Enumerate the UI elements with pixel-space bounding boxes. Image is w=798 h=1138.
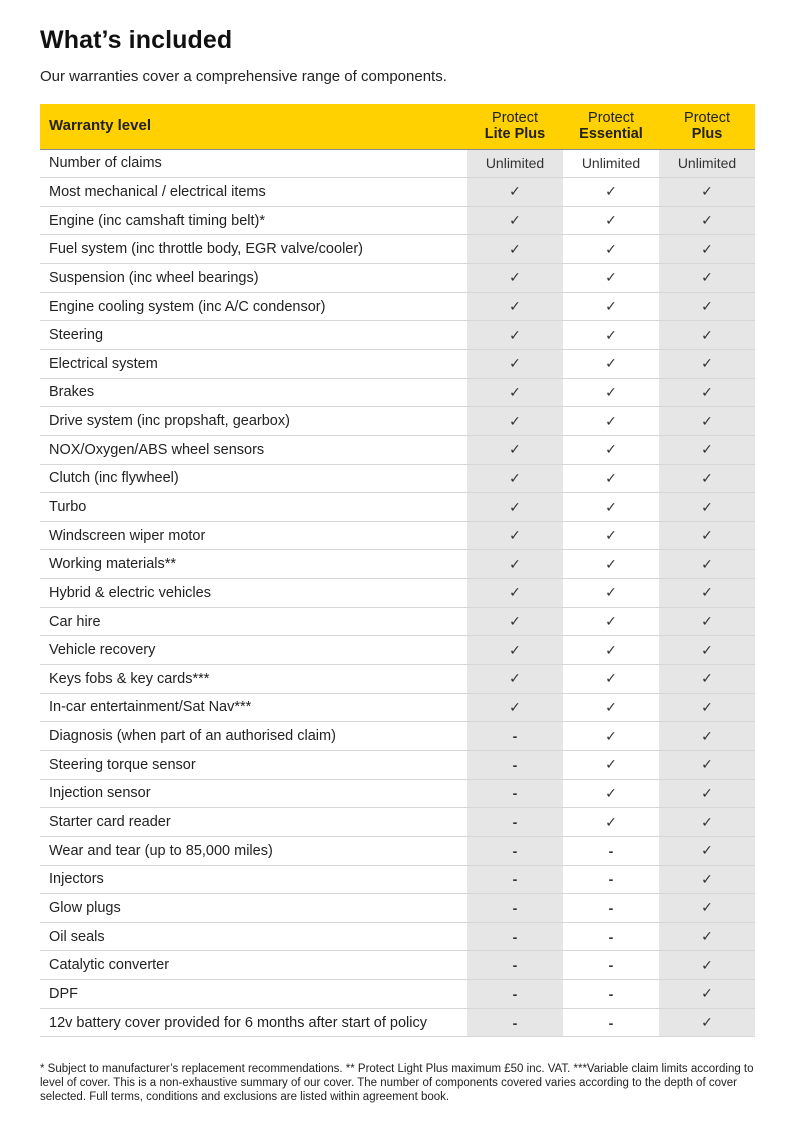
component-label: Injection sensor: [40, 779, 467, 808]
check-icon-plus: ✓: [659, 607, 755, 636]
plan-header-line1: Protect: [684, 110, 730, 127]
check-icon-essential: ✓: [563, 722, 659, 751]
check-icon-plus: ✓: [659, 435, 755, 464]
warranty-level-header: Warranty level: [40, 104, 467, 149]
check-icon-essential: ✓: [563, 264, 659, 293]
check-icon-lite-plus: ✓: [467, 521, 563, 550]
check-icon-plus: ✓: [659, 264, 755, 293]
check-icon-lite-plus: ✓: [467, 579, 563, 608]
component-label: Catalytic converter: [40, 951, 467, 980]
component-label: Injectors: [40, 865, 467, 894]
check-icon-lite-plus: ✓: [467, 636, 563, 665]
component-label: Electrical system: [40, 349, 467, 378]
table-row: [40, 665, 755, 694]
table-row: [40, 264, 755, 293]
table-row: [40, 894, 755, 923]
page-subtitle: Our warranties cover a comprehensive range of components.: [40, 68, 447, 85]
component-label: Oil seals: [40, 922, 467, 951]
component-label: Wear and tear (up to 85,000 miles): [40, 836, 467, 865]
check-icon-plus: ✓: [659, 321, 755, 350]
table-row: [40, 407, 755, 436]
table-row: [40, 206, 755, 235]
not-included-dash-lite-plus: -: [467, 779, 563, 808]
check-icon-plus: ✓: [659, 206, 755, 235]
component-label: 12v battery cover provided for 6 months after start of policy: [40, 1008, 467, 1037]
table-row: [40, 579, 755, 608]
table-row: [40, 235, 755, 264]
plan-header-essential: [563, 104, 659, 149]
table-row: [40, 722, 755, 751]
component-label: Engine cooling system (inc A/C condensor): [40, 292, 467, 321]
check-icon-essential: ✓: [563, 779, 659, 808]
check-icon-essential: ✓: [563, 636, 659, 665]
check-icon-plus: ✓: [659, 665, 755, 694]
component-label: Windscreen wiper motor: [40, 521, 467, 550]
check-icon-plus: ✓: [659, 579, 755, 608]
check-icon-plus: ✓: [659, 1008, 755, 1037]
plan-header-plus: [659, 104, 755, 149]
check-icon-lite-plus: ✓: [467, 264, 563, 293]
not-included-dash-lite-plus: -: [467, 951, 563, 980]
component-label: Brakes: [40, 378, 467, 407]
table-body: [40, 149, 755, 1037]
check-icon-essential: ✓: [563, 550, 659, 579]
footnote: * Subject to manufacturer’s replacement recommendations. ** Protect Light Plus maximum £50 inc. VAT. ***Variable claim limits according to level of cover. This is a non-exhaustive summary of our cover. The number of components covered varies according to the depth of cover selected. Full terms, conditions and exclusions are listed within agreement book.: [40, 1063, 754, 1103]
check-icon-lite-plus: ✓: [467, 378, 563, 407]
table-row: [40, 693, 755, 722]
check-icon-lite-plus: ✓: [467, 321, 563, 350]
table-row: [40, 808, 755, 837]
check-icon-essential: ✓: [563, 178, 659, 207]
table-row: [40, 779, 755, 808]
claims-value-essential: Unlimited: [563, 149, 659, 178]
check-icon-lite-plus: ✓: [467, 235, 563, 264]
plan-header-name: Lite Plus: [484, 126, 546, 143]
check-icon-lite-plus: ✓: [467, 693, 563, 722]
not-included-dash-lite-plus: -: [467, 750, 563, 779]
component-label: Starter card reader: [40, 808, 467, 837]
check-icon-essential: ✓: [563, 579, 659, 608]
plan-header-name: Essential: [579, 126, 643, 143]
check-icon-essential: ✓: [563, 206, 659, 235]
not-included-dash-essential: -: [563, 894, 659, 923]
page-title: What’s included: [40, 26, 233, 54]
component-label: In-car entertainment/Sat Nav***: [40, 693, 467, 722]
check-icon-essential: ✓: [563, 464, 659, 493]
component-label: Diagnosis (when part of an authorised claim): [40, 722, 467, 751]
table-row: [40, 149, 755, 178]
table-row: [40, 636, 755, 665]
component-label: Drive system (inc propshaft, gearbox): [40, 407, 467, 436]
table-row: [40, 550, 755, 579]
table-header: [40, 104, 755, 149]
plan-header-name: Plus: [691, 126, 723, 143]
check-icon-essential: ✓: [563, 665, 659, 694]
check-icon-essential: ✓: [563, 521, 659, 550]
check-icon-essential: ✓: [563, 292, 659, 321]
check-icon-plus: ✓: [659, 722, 755, 751]
check-icon-essential: ✓: [563, 607, 659, 636]
check-icon-essential: ✓: [563, 750, 659, 779]
check-icon-plus: ✓: [659, 808, 755, 837]
check-icon-plus: ✓: [659, 464, 755, 493]
component-label: Turbo: [40, 493, 467, 522]
check-icon-essential: ✓: [563, 321, 659, 350]
plan-header-line1: Protect: [492, 110, 538, 127]
check-icon-plus: ✓: [659, 779, 755, 808]
component-label: Steering: [40, 321, 467, 350]
not-included-dash-lite-plus: -: [467, 1008, 563, 1037]
check-icon-plus: ✓: [659, 550, 755, 579]
table-row: [40, 464, 755, 493]
table-row: [40, 951, 755, 980]
check-icon-plus: ✓: [659, 493, 755, 522]
component-label: Steering torque sensor: [40, 750, 467, 779]
check-icon-plus: ✓: [659, 178, 755, 207]
warranty-comparison-table: [40, 104, 755, 1037]
check-icon-lite-plus: ✓: [467, 550, 563, 579]
not-included-dash-essential: -: [563, 1008, 659, 1037]
check-icon-lite-plus: ✓: [467, 292, 563, 321]
check-icon-plus: ✓: [659, 951, 755, 980]
check-icon-plus: ✓: [659, 292, 755, 321]
check-icon-lite-plus: ✓: [467, 407, 563, 436]
not-included-dash-lite-plus: -: [467, 722, 563, 751]
component-label: Fuel system (inc throttle body, EGR valve/cooler): [40, 235, 467, 264]
table-row: [40, 836, 755, 865]
check-icon-plus: ✓: [659, 836, 755, 865]
table-row: [40, 521, 755, 550]
check-icon-lite-plus: ✓: [467, 178, 563, 207]
check-icon-essential: ✓: [563, 493, 659, 522]
check-icon-plus: ✓: [659, 865, 755, 894]
not-included-dash-lite-plus: -: [467, 922, 563, 951]
table-row: [40, 493, 755, 522]
check-icon-lite-plus: ✓: [467, 493, 563, 522]
not-included-dash-lite-plus: -: [467, 894, 563, 923]
check-icon-essential: ✓: [563, 378, 659, 407]
table-row: [40, 922, 755, 951]
component-label: Number of claims: [40, 149, 467, 178]
component-label: Engine (inc camshaft timing belt)*: [40, 206, 467, 235]
table-row: [40, 980, 755, 1009]
not-included-dash-essential: -: [563, 922, 659, 951]
check-icon-plus: ✓: [659, 235, 755, 264]
check-icon-lite-plus: ✓: [467, 349, 563, 378]
plan-header-line1: Protect: [588, 110, 634, 127]
table-row: [40, 1008, 755, 1037]
table-row: [40, 865, 755, 894]
claims-value-plus: Unlimited: [659, 149, 755, 178]
check-icon-lite-plus: ✓: [467, 206, 563, 235]
check-icon-essential: ✓: [563, 435, 659, 464]
table-row: [40, 292, 755, 321]
check-icon-lite-plus: ✓: [467, 607, 563, 636]
check-icon-plus: ✓: [659, 894, 755, 923]
check-icon-plus: ✓: [659, 693, 755, 722]
component-label: Working materials**: [40, 550, 467, 579]
check-icon-essential: ✓: [563, 349, 659, 378]
component-label: Hybrid & electric vehicles: [40, 579, 467, 608]
not-included-dash-lite-plus: -: [467, 808, 563, 837]
check-icon-plus: ✓: [659, 980, 755, 1009]
check-icon-lite-plus: ✓: [467, 665, 563, 694]
table-row: [40, 435, 755, 464]
not-included-dash-lite-plus: -: [467, 865, 563, 894]
plan-header-lite-plus: [467, 104, 563, 149]
check-icon-essential: ✓: [563, 235, 659, 264]
check-icon-essential: ✓: [563, 808, 659, 837]
check-icon-essential: ✓: [563, 407, 659, 436]
check-icon-plus: ✓: [659, 922, 755, 951]
check-icon-lite-plus: ✓: [467, 435, 563, 464]
table-header-row: [40, 104, 755, 149]
component-label: Keys fobs & key cards***: [40, 665, 467, 694]
claims-value-lite-plus: Unlimited: [467, 149, 563, 178]
check-icon-plus: ✓: [659, 636, 755, 665]
check-icon-plus: ✓: [659, 407, 755, 436]
not-included-dash-essential: -: [563, 836, 659, 865]
component-label: Clutch (inc flywheel): [40, 464, 467, 493]
component-label: Car hire: [40, 607, 467, 636]
not-included-dash-lite-plus: -: [467, 980, 563, 1009]
component-label: NOX/Oxygen/ABS wheel sensors: [40, 435, 467, 464]
table-row: [40, 378, 755, 407]
check-icon-essential: ✓: [563, 693, 659, 722]
check-icon-lite-plus: ✓: [467, 464, 563, 493]
component-label: Suspension (inc wheel bearings): [40, 264, 467, 293]
not-included-dash-essential: -: [563, 980, 659, 1009]
not-included-dash-essential: -: [563, 865, 659, 894]
check-icon-plus: ✓: [659, 750, 755, 779]
not-included-dash-essential: -: [563, 951, 659, 980]
component-label: Vehicle recovery: [40, 636, 467, 665]
table-row: [40, 178, 755, 207]
check-icon-plus: ✓: [659, 349, 755, 378]
table-row: [40, 607, 755, 636]
check-icon-plus: ✓: [659, 378, 755, 407]
component-label: Glow plugs: [40, 894, 467, 923]
table-row: [40, 321, 755, 350]
table-row: [40, 349, 755, 378]
table-row: [40, 750, 755, 779]
not-included-dash-lite-plus: -: [467, 836, 563, 865]
component-label: DPF: [40, 980, 467, 1009]
check-icon-plus: ✓: [659, 521, 755, 550]
component-label: Most mechanical / electrical items: [40, 178, 467, 207]
